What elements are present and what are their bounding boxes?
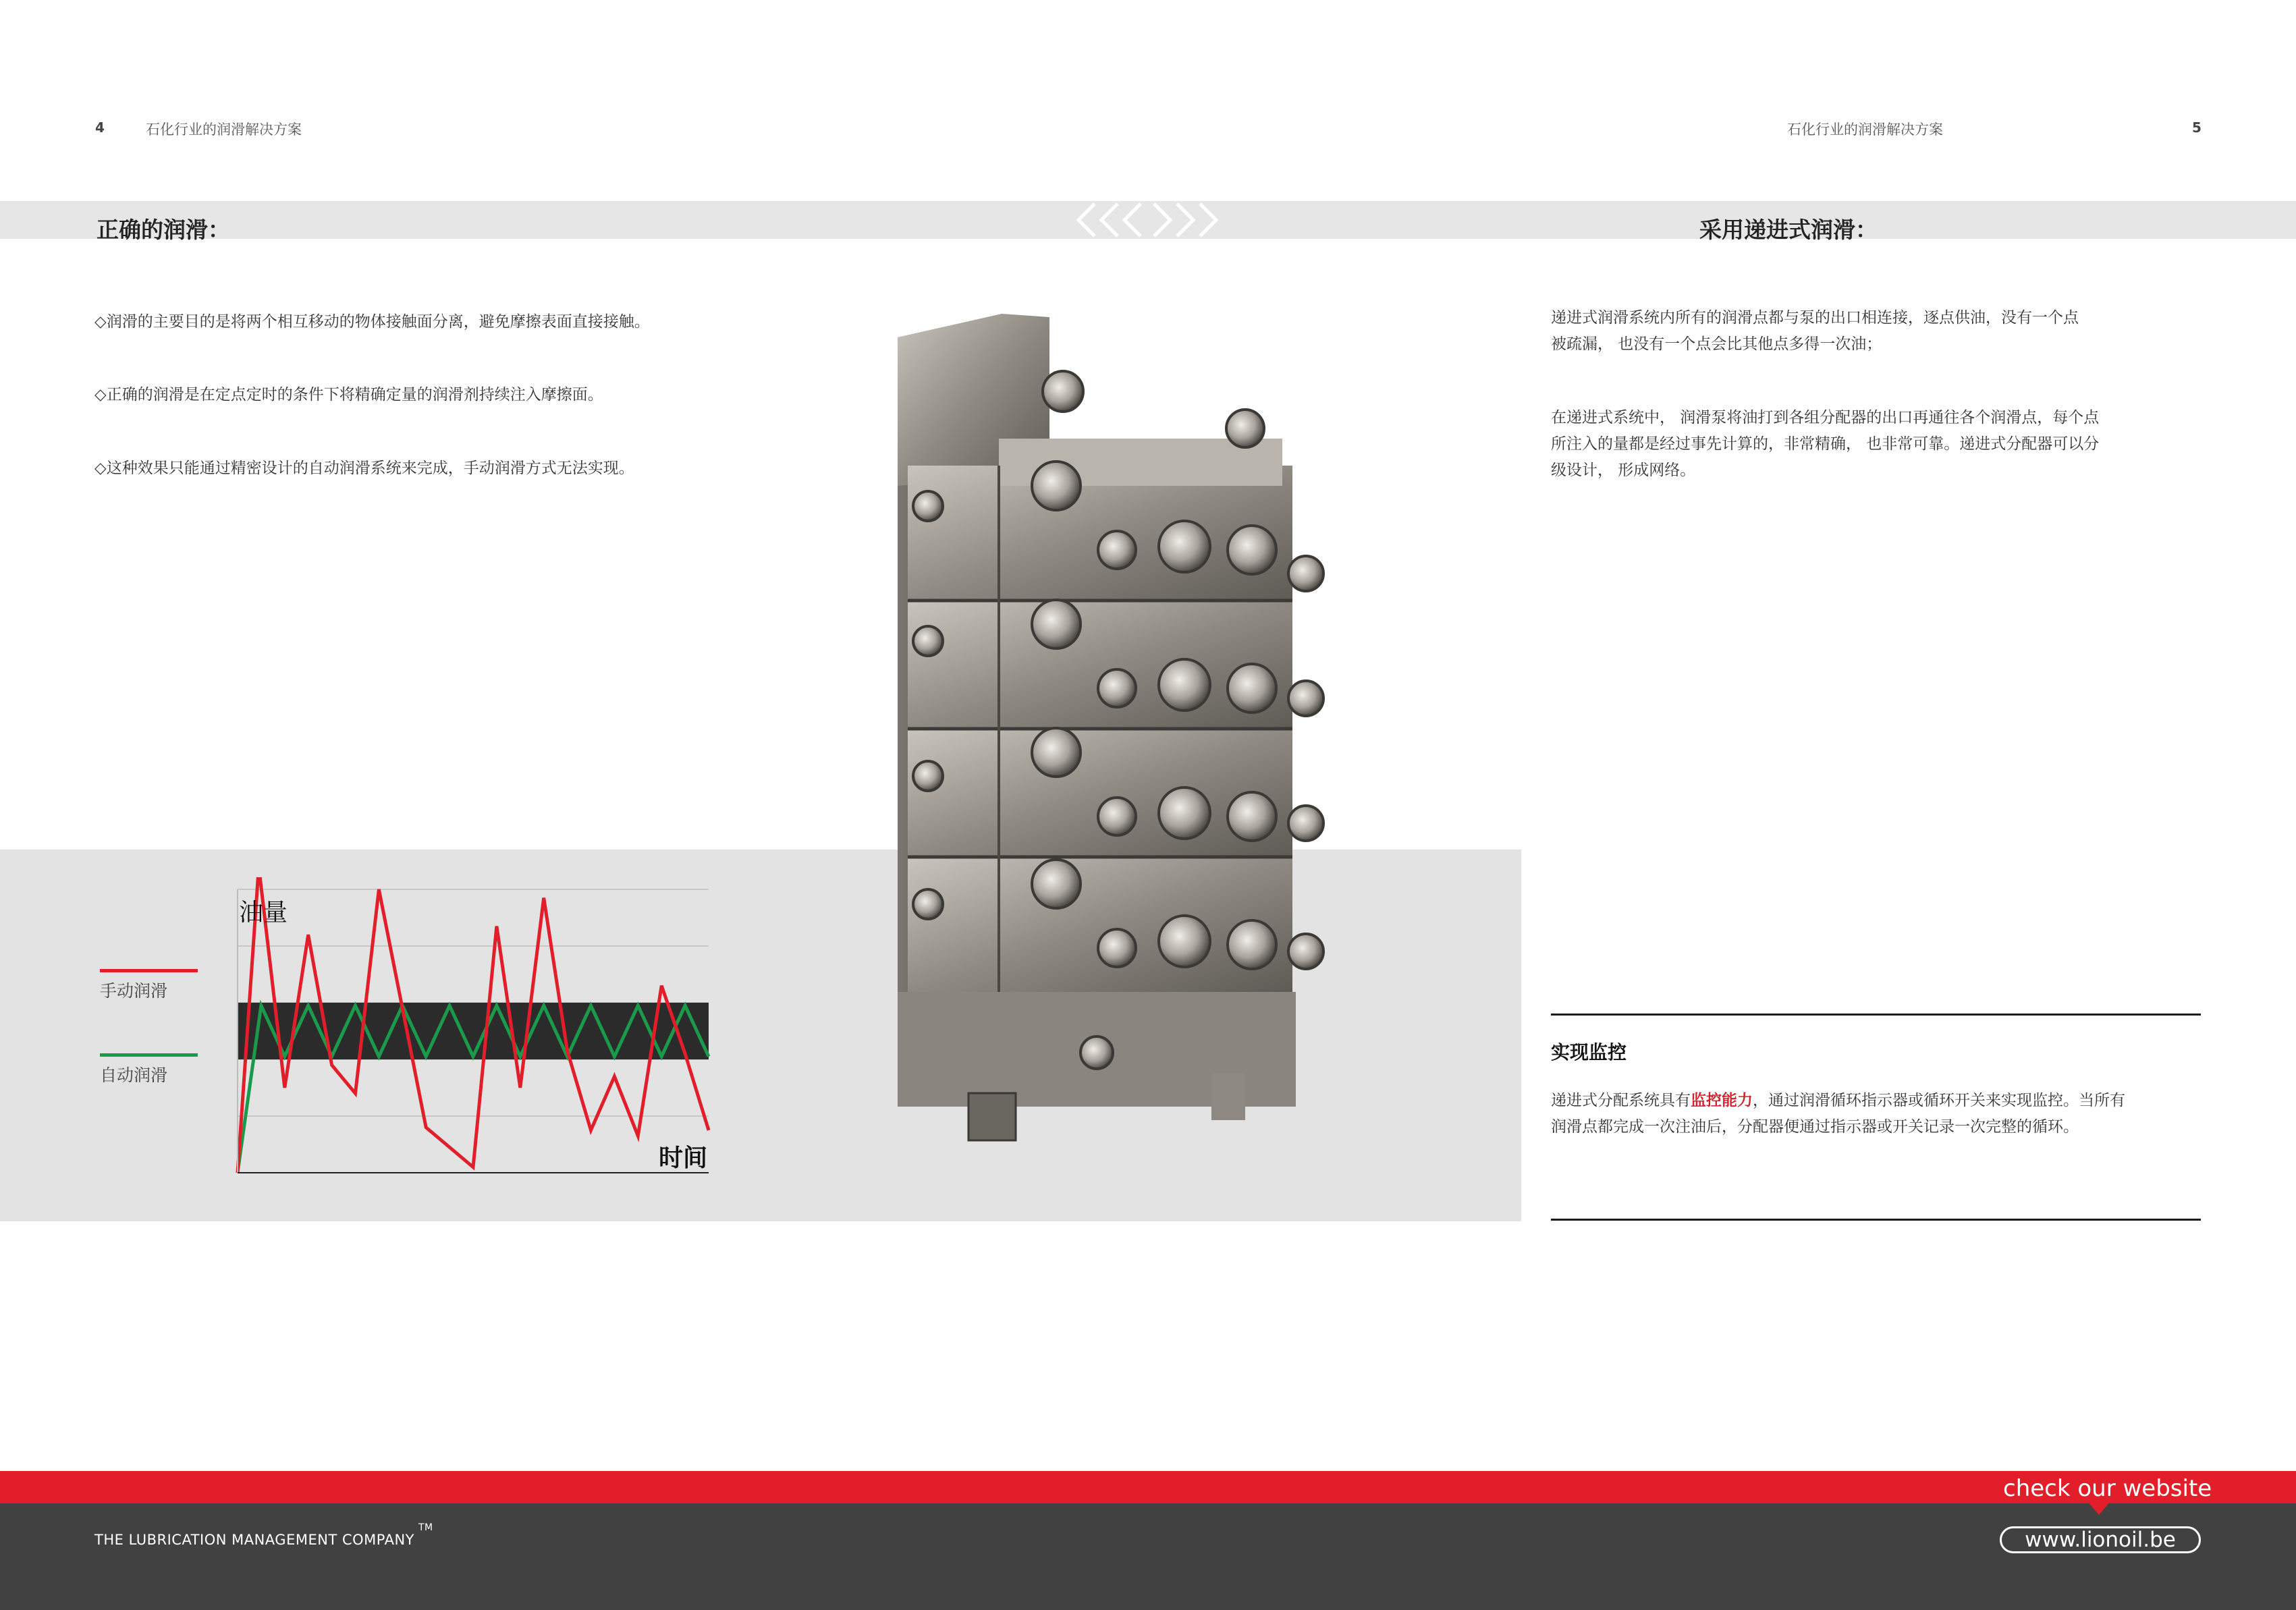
legend-auto-label: 自动润滑 — [100, 1065, 168, 1085]
monitoring-bottom-rule — [1551, 1219, 2201, 1221]
bullet-3: ◇这种效果只能通过精密设计的自动润滑系统来完成，手动润滑方式无法实现。 — [94, 460, 634, 477]
legend-auto-swatch — [100, 1053, 198, 1057]
left-page-title: 石化行业的润滑解决方案 — [146, 121, 302, 138]
y-axis-label: 油量 — [239, 899, 288, 926]
chevron-divider-icon — [1060, 200, 1235, 240]
monitoring-line1-after: ，通过润滑循环指示器或循环开关来实现监控。当所有 — [1753, 1092, 2125, 1109]
website-link[interactable]: www.lionoil.be — [2000, 1526, 2201, 1553]
footer-bar — [0, 1503, 2296, 1610]
company-tagline — [94, 1522, 433, 1548]
divider-block-photo — [894, 310, 1421, 1181]
trademark: TM — [418, 1522, 433, 1533]
detail-line-3: 级设计， 形成网络。 — [1551, 462, 1696, 479]
left-page-number: 4 — [95, 119, 105, 136]
footer-red-stripe — [0, 1471, 2296, 1505]
detail-line-1: 在递进式系统中， 润滑泵将油打到各组分配器的出口再通往各个润滑点，每个点 — [1551, 409, 2100, 426]
pointer-notch-icon — [2087, 1501, 2110, 1516]
right-heading: 采用递进式润滑： — [1699, 217, 1878, 243]
detail-line-2: 所注入的量都是经过事先计算的，非常精确， 也非常可靠。递进式分配器可以分 — [1551, 435, 2100, 453]
detail-paragraph — [1551, 405, 2158, 484]
monitoring-line2: 润滑点都完成一次注油后，分配器便通过指示器或开关记录一次完整的循环。 — [1551, 1118, 2079, 1136]
company-name: THE LUBRICATION MANAGEMENT COMPANY — [94, 1532, 414, 1548]
oil-quantity-chart — [223, 877, 722, 1201]
legend-manual-swatch — [100, 969, 198, 972]
intro-paragraph — [1551, 305, 2158, 358]
monitoring-title: 实现监控 — [1551, 1041, 1627, 1063]
right-page-number: 5 — [2192, 119, 2202, 136]
right-page-title: 石化行业的润滑解决方案 — [1787, 121, 1943, 138]
target-band — [238, 1003, 709, 1059]
x-axis-label: 时间 — [658, 1144, 707, 1172]
intro-line-1: 递进式润滑系统内所有的润滑点都与泵的出口相连接，逐点供油，没有一个点 — [1551, 309, 2079, 327]
monitoring-highlight: 监控能力 — [1691, 1092, 1753, 1109]
monitoring-line1-before: 递进式分配系统具有 — [1551, 1092, 1691, 1109]
intro-line-2: 被疏漏， 也没有一个点会比其他点多得一次油； — [1551, 335, 1882, 353]
check-website-label: check our website — [2003, 1475, 2212, 1502]
monitoring-top-rule — [1551, 1014, 2201, 1016]
bullet-2: ◇正确的润滑是在定点定时的条件下将精确定量的润滑剂持续注入摩擦面。 — [94, 386, 603, 404]
left-heading: 正确的润滑： — [97, 217, 230, 243]
monitoring-text — [1551, 1088, 2201, 1140]
legend-manual-label: 手动润滑 — [100, 981, 168, 1001]
bullet-1: ◇润滑的主要目的是将两个相互移动的物体接触面分离，避免摩擦表面直接接触。 — [94, 313, 650, 331]
